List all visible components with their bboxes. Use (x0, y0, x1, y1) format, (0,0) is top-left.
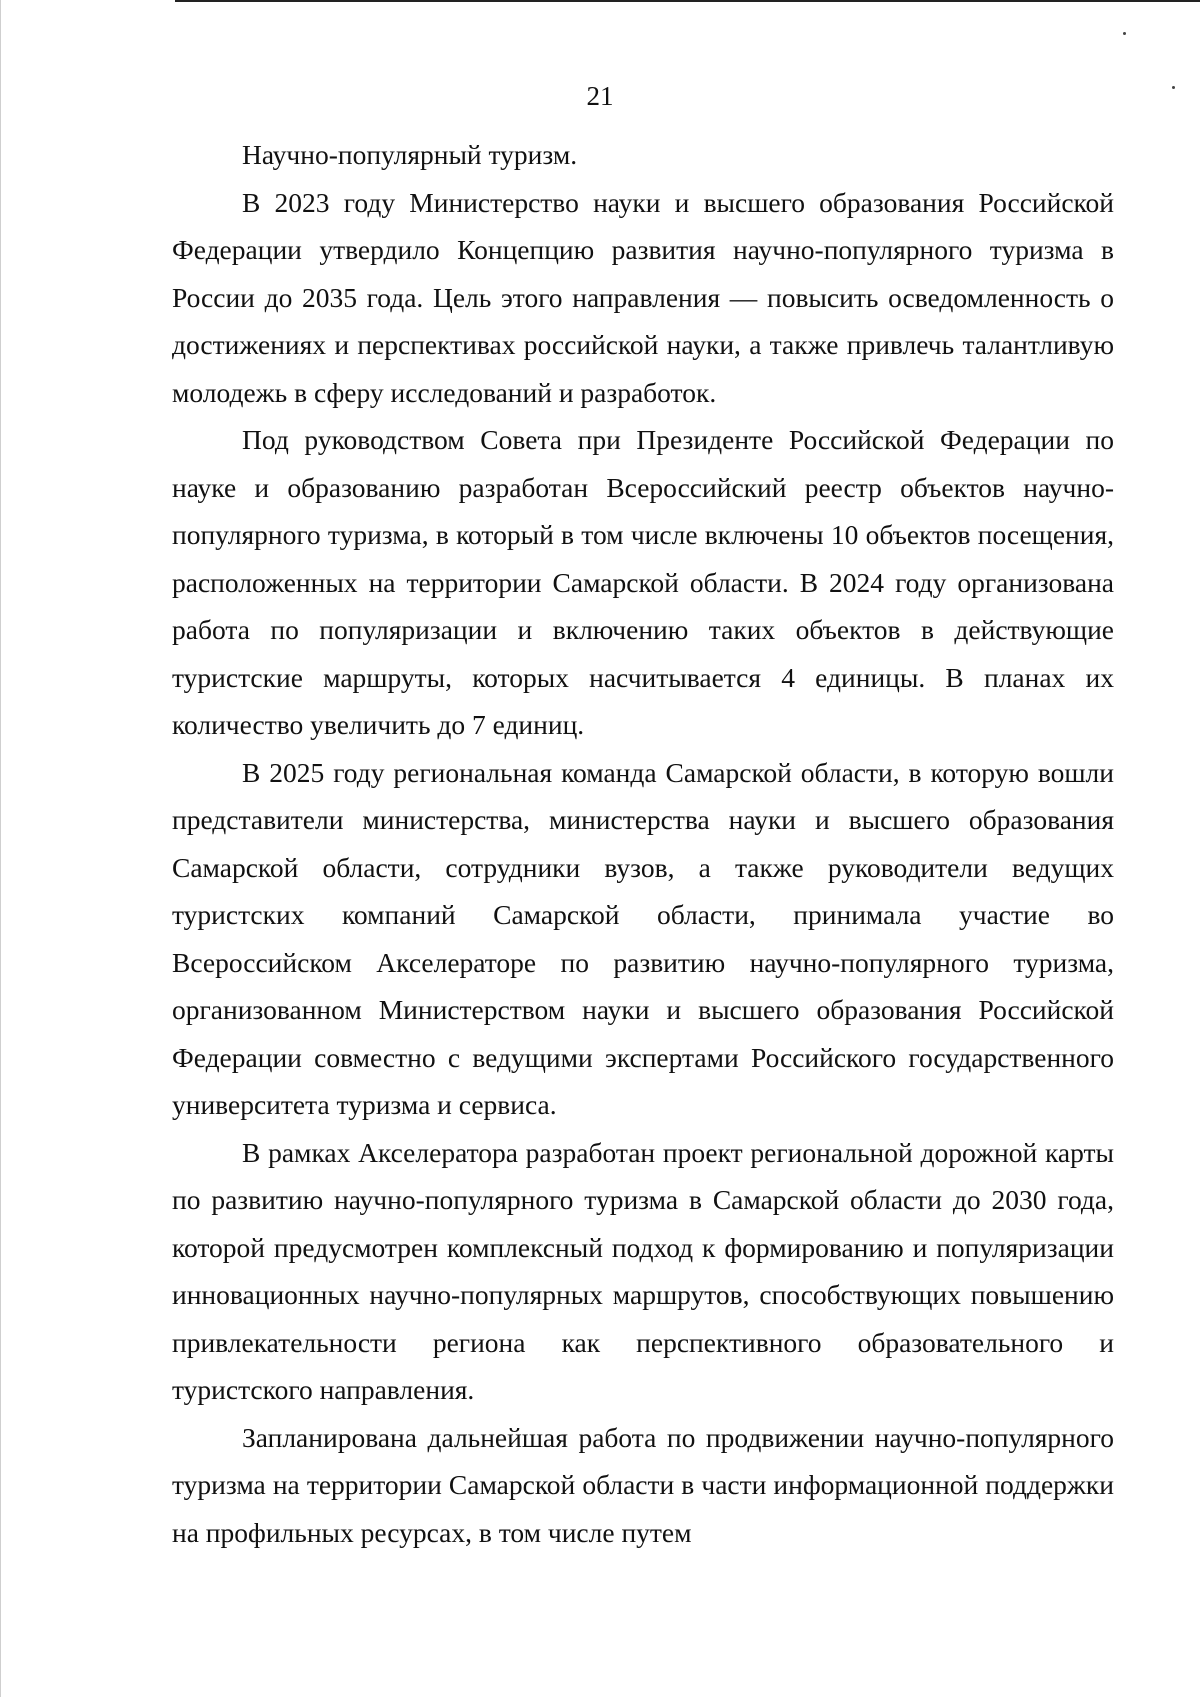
section-title: Научно-популярный туризм. (242, 139, 578, 170)
scan-speck (1123, 32, 1126, 35)
paragraph: Запланирована дальнейшая работа по продвижении научно-популярного туризма на территории Самарской области в части информационной поддержки на профильных ресурсах, в том числе путем (172, 1421, 1114, 1548)
paragraph: В 2025 году региональная команда Самарской области, в которую вошли представители министерства, министерства науки и высшего образования Самарской области, сотрудники вузов, а также руководители ведущих туристских компаний Самарской области, принимала участие во Всероссийском Акселераторе по развитию научно-популярного туризма, организованном Министерством науки и высшего образования Российской Федерации совместно с ведущими экспертами Российского государственного университета туризма и сервиса. (172, 756, 1114, 1120)
paragraph: В рамках Акселератора разработан проект региональной дорожной карты по развитию научно-популярного туризма в Самарской области до 2030 года, которой предусмотрен комплексный подход к формированию и популяризации инновационных научно-популярных маршрутов, способствующих повышению привлекательности региона как перспективного образовательного и туристского направления. (172, 1136, 1114, 1405)
page-number: 21 (586, 81, 614, 111)
document-body (172, 131, 1114, 1556)
paragraph: В 2023 году Министерство науки и высшего образования Российской Федерации утвердило Концепцию развития научно-популярного туризма в России до 2035 года. Цель этого направления — повысить осведомленность о достижениях и перспективах российской науки, а также привлечь талантливую молодежь в сферу исследований и разработок. (172, 186, 1114, 408)
scan-top-edge (175, 0, 1200, 2)
paragraph: Под руководством Совета при Президенте Российской Федерации по науке и образованию разработан Всероссийский реестр объектов научно-популярного туризма, в который в том числе включены 10 объектов посещения, расположенных на территории Самарской области. В 2024 году организована работа по популяризации и включению таких объектов в действующие туристские маршруты, которых насчитывается 4 единицы. В планах их количество увеличить до 7 единиц. (172, 424, 1114, 740)
scan-left-edge (0, 0, 1, 1697)
